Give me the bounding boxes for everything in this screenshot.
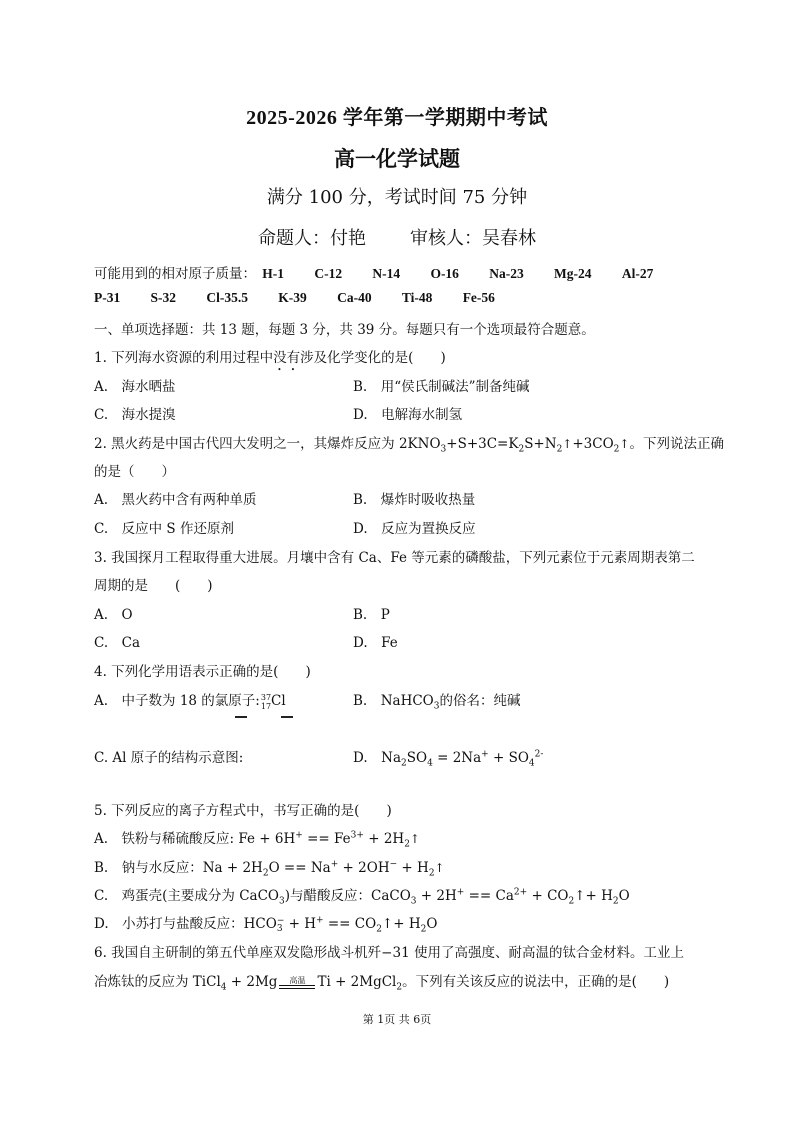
q5-b-part: B. 钠与水反应：Na + 2H — [94, 860, 263, 876]
mass-item: P-31 — [94, 290, 121, 305]
q5-c-part: == Ca — [464, 888, 514, 904]
page-footer: 第 1页 共 6页 — [362, 1013, 432, 1026]
mass-item: Na-23 — [489, 266, 524, 281]
q1-option-b[interactable]: B. 用“侯氏制碱法”制备纯碱 — [353, 379, 530, 395]
mass-item: C-12 — [314, 266, 343, 281]
q2-stem-part: 。下列说法正确 — [629, 436, 724, 452]
q5-c-part: ↑+ H — [574, 888, 613, 904]
mass-item: N-14 — [372, 266, 401, 281]
q5-b-part: O == Na — [268, 860, 331, 876]
q3-option-b[interactable]: B. P — [353, 607, 390, 623]
atomic-masses-row2 — [94, 290, 495, 306]
q5-c-part: O — [618, 888, 630, 904]
q1-stem-part: 涉及化学变化的是( ) — [300, 350, 446, 366]
q4-option-a[interactable] — [94, 689, 286, 711]
q4-d-part: + SO — [488, 750, 529, 766]
q5-d-part: D. 小苏打与盐酸反应：HCO — [94, 916, 277, 932]
mass-item: S-32 — [150, 290, 177, 305]
q1-emphasis: 没有 — [273, 350, 301, 366]
q2-option-d[interactable]: D. 反应为置换反应 — [353, 521, 476, 537]
q4-option-b[interactable]: B. NaHCO$_3$的俗名：纯碱 — [353, 693, 521, 712]
score-time-info: 满分 100 分，考试时间 75 分钟 — [266, 187, 528, 208]
q5-option-c[interactable]: C. 鸡蛋壳(主要成分为 CaCO$_3$)与醋酸反应：CaCO$_3$ + $2H^+ == Ca^{2+}$ + $CO_2↑+ H_2O$ — [94, 887, 630, 907]
q5-d-part: O — [426, 916, 438, 932]
question-6-stem-line2: 冶炼钛的反应为 TiCl$_4$ + 2Mg 高温 Ti + 2MgCl$_2$。下列有关该反应的说法中，正确的是( ) — [94, 974, 670, 993]
q5-b-part: + 2OH — [338, 860, 390, 876]
question-3-stem-line2: 周期的是 ( ) — [94, 578, 213, 594]
q1-stem-part: 1. 下列海水资源的利用过程中 — [94, 350, 274, 366]
q6-part: 冶炼钛的反应为 TiCl — [94, 974, 221, 990]
q5-c-part: C. 鸡蛋壳(主要成分为 CaCO — [94, 888, 279, 904]
question-2-stem: 2. 黑火药是中国古代四大发明之一，其爆炸反应为 $2KNO_3+S+3C=K_2S+N_2↑+3CO_2↑$。下列说法正确 — [94, 436, 724, 455]
q2-stem-part: +3CO — [572, 436, 614, 452]
atomic-masses-row1 — [94, 262, 653, 282]
question-3-stem: 3. 我国探月工程取得重大进展。月壤中含有 Ca、Fe 等元素的磷酸盐，下列元素位于元素周期表第二 — [94, 550, 695, 566]
q5-a-part: == Fe — [302, 831, 351, 847]
q6-part: Ti + 2MgCl — [317, 974, 397, 990]
q5-b-part: + H — [397, 860, 429, 876]
question-1-stem — [94, 346, 446, 374]
q4-option-c[interactable]: C. Al 原子的结构示意图: — [94, 750, 244, 766]
q2-option-b[interactable]: B. 爆炸时吸收热量 — [353, 492, 476, 508]
isotope-notation — [261, 693, 271, 711]
q2-stem-part: +S+3C=K — [446, 436, 519, 452]
section-heading: 一、单项选择题：共 13 题，每题 3 分，共 39 分。每题只有一个选项最符合题意。 — [94, 322, 595, 338]
mass-item: H-1 — [262, 266, 285, 281]
q2-stem-part: 2. 黑火药是中国古代四大发明之一，其爆炸反应为 2KNO — [94, 436, 441, 452]
setter: 命题人：付艳 — [258, 228, 366, 249]
question-2-stem-line2: 的是（ ） — [94, 464, 175, 480]
q6-part: + 2Mg — [226, 974, 278, 990]
q1-option-a[interactable]: A. 海水晒盐 — [94, 379, 176, 395]
mass-item: Ca-40 — [337, 290, 372, 305]
exam-subtitle: 高一化学试题 — [334, 146, 460, 171]
q4-d-part: D. Na — [353, 750, 401, 766]
mass-item: Ti-48 — [401, 290, 433, 305]
q3-option-d[interactable]: D. Fe — [353, 635, 398, 651]
q5-option-a[interactable]: A. 铁粉与稀硫酸反应: $Fe + 6H^+ == Fe^{3+}$ + $2H_2↑$ — [94, 830, 420, 850]
q5-c-part: )与醋酸反应：CaCO — [284, 888, 411, 904]
authors-line — [0, 224, 794, 250]
mass-number: 37 — [260, 692, 272, 702]
q4-b-part: B. NaHCO — [353, 693, 434, 709]
q2-option-c[interactable]: C. 反应中 S 作还原剂 — [94, 521, 234, 537]
q2-stem-part: S+N — [524, 436, 557, 452]
reaction-condition — [279, 976, 315, 989]
q4-d-part: = 2Na — [432, 750, 482, 766]
q1-option-d[interactable]: D. 电解海水制氢 — [353, 407, 463, 423]
q5-a-part: + 2H — [363, 831, 405, 847]
equals-line — [279, 985, 315, 989]
condition-text: 高温 — [289, 976, 306, 985]
q5-d-part: + H — [284, 916, 317, 932]
dash-mark — [281, 716, 293, 718]
q5-c-part: + 2H — [416, 888, 457, 904]
q5-d-part: ↑+ H — [381, 916, 421, 932]
q3-option-a[interactable]: A. O — [94, 607, 133, 623]
q6-part: 。下列有关该反应的说法中，正确的是( ) — [402, 974, 670, 990]
q4-a-text: A. 中子数为 18 的氯原子: — [94, 693, 260, 709]
mass-item: Mg-24 — [554, 266, 592, 281]
charge: 2- — [534, 749, 544, 760]
exam-title: 2025-2026 学年第一学期期中考试 — [246, 107, 548, 129]
q5-d-part: == CO — [323, 916, 377, 932]
q1-option-c[interactable]: C. 海水提溴 — [94, 407, 176, 423]
question-6-stem: 6. 我国自主研制的第五代单座双发隐形战斗机歼−31 使用了高强度、耐高温的钛合金材料。工业上 — [94, 945, 684, 961]
q5-c-part: + CO — [527, 888, 569, 904]
mass-item: Cl-35.5 — [206, 290, 248, 305]
dash-mark — [235, 716, 247, 718]
mass-item: Al-27 — [621, 266, 654, 281]
mass-item: K-39 — [278, 290, 307, 305]
atomic-number: 17 — [260, 701, 272, 711]
mass-item: Fe-56 — [462, 290, 495, 305]
mass-item: O-16 — [430, 266, 459, 281]
masses-intro: 可能用到的相对原子质量： — [94, 266, 256, 282]
element-symbol: Cl — [271, 693, 286, 709]
q3-option-c[interactable]: C. Ca — [94, 635, 141, 651]
q4-d-part: SO — [406, 750, 428, 766]
q4-option-d[interactable]: D. $Na_2SO_4 = 2Na^+ + SO_4^{2-}$ — [353, 749, 544, 769]
q5-option-d[interactable]: D. 小苏打与盐酸反应：HCO − 3 + $H^+ == CO_2↑+ H_2O$ — [94, 915, 438, 935]
q5-a-part: A. 铁粉与稀硫酸反应: Fe + 6H — [94, 831, 296, 847]
q5-option-b[interactable]: B. 钠与水反应：$Na + 2H_2O == Na^+ + 2OH^-$ + $H_2↑$ — [94, 859, 445, 879]
reviewer: 审核人：吴春林 — [410, 228, 536, 249]
question-4-stem: 4. 下列化学用语表示正确的是( ) — [94, 664, 311, 680]
question-5-stem: 5. 下列反应的离子方程式中，书写正确的是( ) — [94, 803, 392, 819]
q2-option-a[interactable]: A. 黑火药中含有两种单质 — [94, 492, 257, 508]
q4-b-part: 的俗名：纯碱 — [439, 693, 521, 709]
